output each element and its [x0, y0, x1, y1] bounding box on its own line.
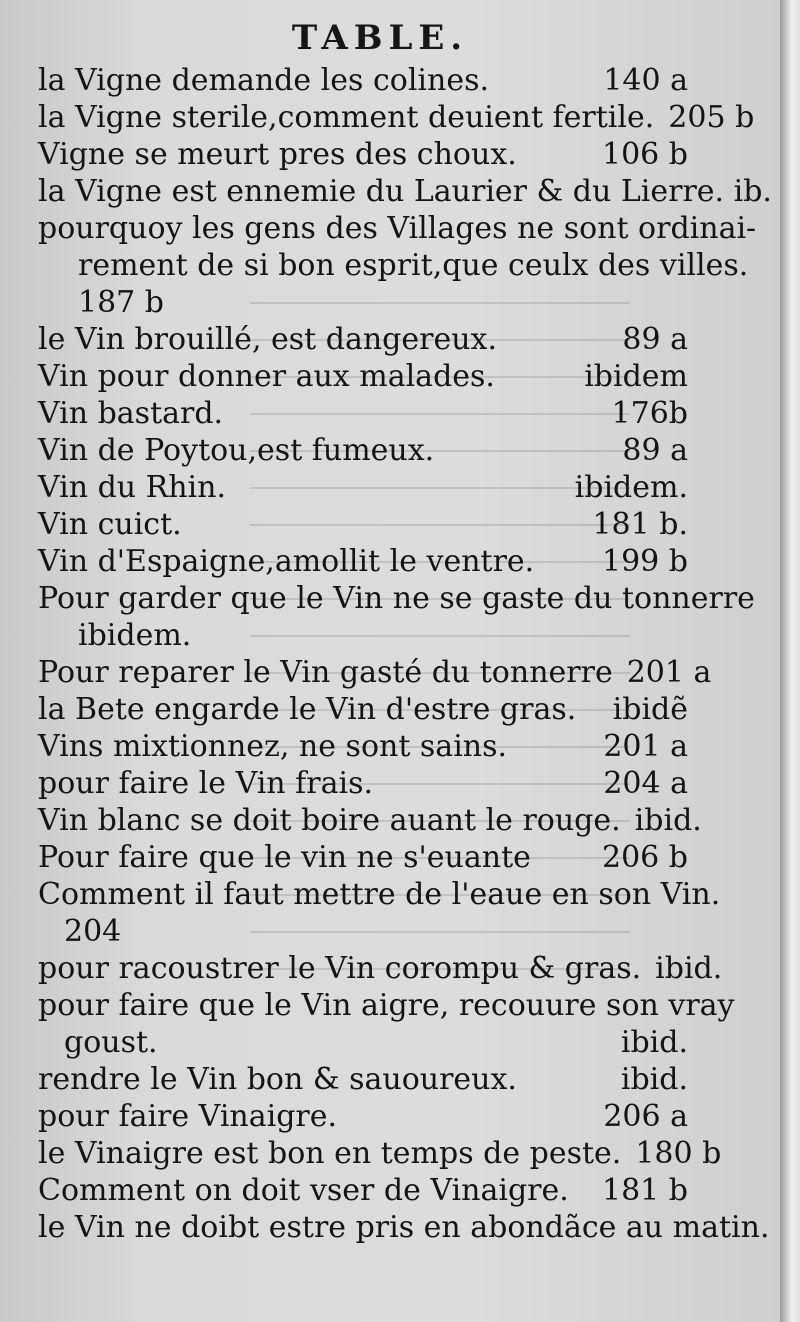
index-entry [38, 432, 688, 469]
entry-text: la Vigne sterile,comment deuient fertile. [38, 100, 655, 135]
index-entry [38, 321, 688, 358]
index-entry [38, 950, 723, 987]
index-entry-continuation [38, 284, 688, 321]
entry-text: Vigne se meurt pres des choux. [38, 137, 517, 172]
entry-ref: 199 b [601, 544, 688, 579]
entry-ref: 205 b [668, 100, 755, 135]
entry-ref: ibidẽ [612, 692, 688, 727]
index-entry-continuation [38, 247, 749, 284]
entry-ref: 206 a [603, 1099, 688, 1134]
entry-ref: 181 b. [592, 507, 688, 542]
entry-text: ibidem. [78, 618, 192, 653]
index-entry-continuation [38, 617, 688, 654]
entry-ref: 106 b [601, 137, 688, 172]
entry-text: Vin bastard. [38, 396, 224, 431]
page-edge [780, 0, 800, 1322]
entry-text: la Vigne est ennemie du Laurier & du Lierre. ib. [38, 174, 772, 209]
entry-ref: 176b [611, 396, 688, 431]
index-entries [38, 62, 772, 1246]
index-entry [38, 1135, 722, 1172]
entry-text: le Vinaigre est bon en temps de peste. [38, 1136, 622, 1171]
entry-text: Pour reparer le Vin gasté du tonnerre [38, 655, 613, 690]
index-entry [38, 506, 688, 543]
entry-text: Vins mixtionnez, ne sont sains. [38, 729, 508, 764]
index-entry [38, 469, 688, 506]
index-entry [38, 987, 735, 1024]
entry-ref: 201 a [626, 655, 712, 690]
entry-text: le Vin brouillé, est dangereux. [38, 322, 497, 357]
index-entry-continuation [38, 1024, 688, 1061]
entry-ref: ibid. [620, 1062, 688, 1097]
index-entry [38, 765, 688, 802]
entry-text: goust. [64, 1025, 158, 1060]
page-title: TABLE. [291, 18, 469, 58]
index-entry [38, 395, 688, 432]
entry-text: Vin d'Espaigne,amollit le ventre. [38, 544, 535, 579]
entry-text: Vin de Poytou,est fumeux. [38, 433, 435, 468]
index-entry [38, 99, 755, 136]
index-entry-continuation [38, 913, 688, 950]
entry-text: la Vigne demande les colines. [38, 63, 490, 98]
index-entry [38, 358, 688, 395]
index-entry [38, 654, 712, 691]
entry-text: la Bete engarde le Vin d'estre gras. [38, 692, 577, 727]
entry-text: rendre le Vin bon & sauoureux. [38, 1062, 517, 1097]
entry-text: Vin pour donner aux malades. [38, 359, 495, 394]
index-entry [38, 1061, 688, 1098]
entry-text: 187 b [78, 285, 165, 320]
entry-text: rement de si bon esprit,que ceulx des villes. [78, 248, 749, 283]
entry-ref: 206 b [601, 840, 688, 875]
entry-text: Vin cuict. [38, 507, 182, 542]
index-entry [38, 839, 688, 876]
entry-text: pourquoy les gens des Villages ne sont ordinai- [38, 211, 757, 246]
entry-text: pour faire Vinaigre. [38, 1099, 338, 1134]
entry-text: pour faire que le Vin aigre, recouure son vray [38, 988, 735, 1023]
entry-ref: 89 a [622, 322, 688, 357]
index-entry [38, 691, 688, 728]
index-entry [38, 802, 702, 839]
entry-ref: 89 a [622, 433, 688, 468]
index-entry [38, 1209, 770, 1246]
entry-ref: ibidem [584, 359, 688, 394]
index-entry [38, 173, 772, 210]
entry-text: Vin du Rhin. [38, 470, 227, 505]
entry-ref: 204 a [603, 766, 688, 801]
index-entry [38, 1098, 688, 1135]
index-entry [38, 136, 688, 173]
index-entry [38, 728, 688, 765]
index-entry [38, 543, 688, 580]
index-entry [38, 62, 688, 99]
entry-text: Comment il faut mettre de l'eaue en son Vin. [38, 877, 721, 912]
entry-ref: ibid. [620, 1025, 688, 1060]
index-entry [38, 876, 721, 913]
entry-text: pour racoustrer le Vin corompu & gras. [38, 951, 642, 986]
entry-ref: ibid. [634, 803, 702, 838]
entry-ref: ibidem. [574, 470, 688, 505]
entry-text: 204 [64, 914, 122, 949]
index-entry [38, 580, 755, 617]
entry-ref: 201 a [603, 729, 688, 764]
entry-text: Vin blanc se doit boire auant le rouge. [38, 803, 621, 838]
entry-text: pour faire le Vin frais. [38, 766, 374, 801]
entry-text: Pour garder que le Vin ne se gaste du tonnerre [38, 581, 755, 616]
index-entry [38, 210, 757, 247]
entry-ref: 181 b [601, 1173, 688, 1208]
index-entry [38, 1172, 688, 1209]
entry-ref: 180 b [635, 1136, 722, 1171]
entry-ref: 140 a [603, 63, 688, 98]
entry-text: le Vin ne doibt estre pris en abondãce au matin. [38, 1210, 770, 1245]
entry-text: Comment on doit vser de Vinaigre. [38, 1173, 569, 1208]
entry-text: Pour faire que le vin ne s'euante [38, 840, 531, 875]
entry-ref: ibid. [655, 951, 723, 986]
